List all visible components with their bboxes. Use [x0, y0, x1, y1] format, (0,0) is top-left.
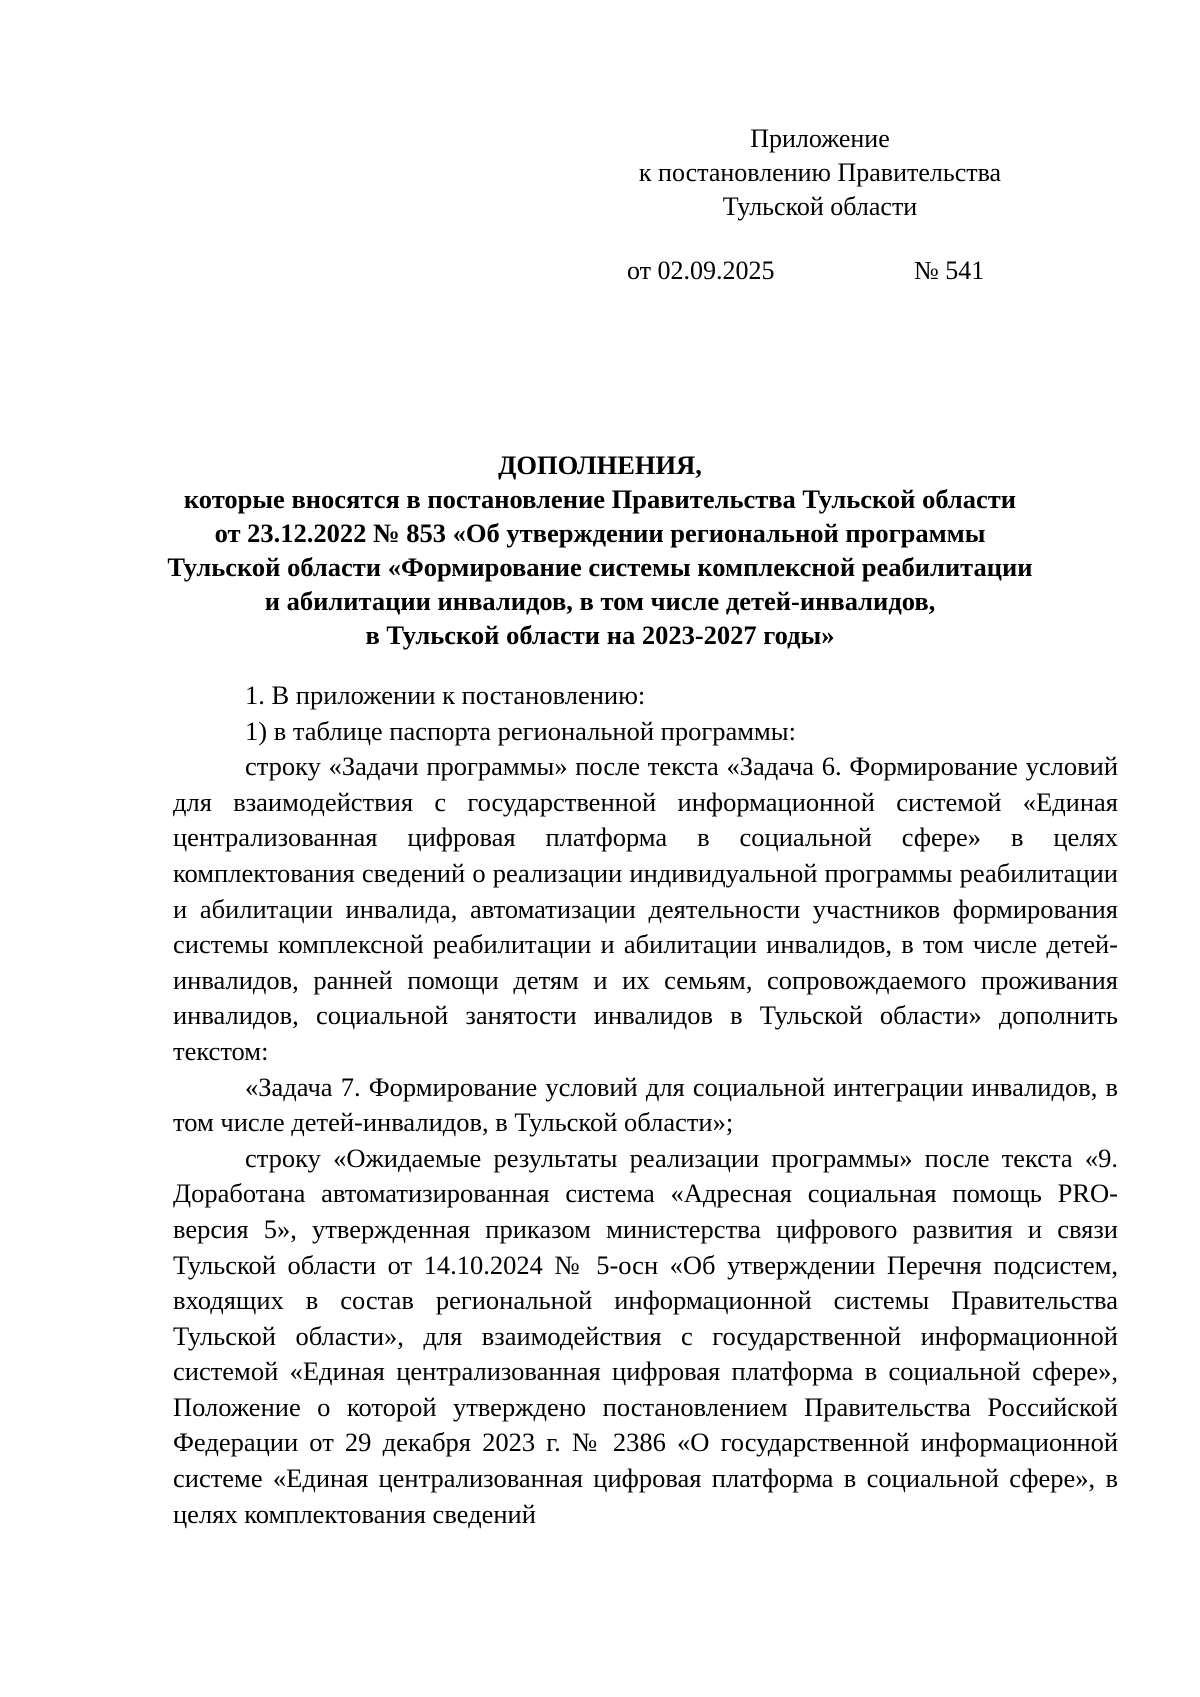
title-line: и абилитации инвалидов, в том числе детей-инвалидов,: [264, 586, 936, 616]
body-paragraph: строку «Задачи программы» после текста «Задача 6. Формирование условий для взаимодействия с государственной информационной системой «Единая централизованная цифровая платформа в социальной сфере» в целях комплектования сведений о реализации индивидуальной программы реабилитации и абилитации инвалида, автоматизации деятельности участников формирования системы комплексной реабилитации и абилитации инвалидов, в том числе детей-инвалидов, ранней помощи детям и их семьям, сопровождаемого проживания инвалидов, социальной занятости инвалидов в Тульской области» дополнить текстом:: [173, 751, 1118, 1066]
appendix-region: Тульской области: [722, 192, 918, 221]
body-paragraph: строку «Ожидаемые результаты реализации программы» после текста «9. Доработана автоматизированная система «Адресная социальная помощь PRO-версия 5», утвержденная приказом министерства цифрового развития и связи Тульской области от 14.10.2024 № 5-осн «Об утверждении Перечня подсистем, входящих в состав региональной информационной системы Правительства Тульской области», для взаимодействия с государственной информационной системой «Единая централизованная цифровая платформа в социальной сфере», Положение о которой утверждено постановлением Правительства Российской Федерации от 29 декабря 2023 г. № 2386 «О государственной информационной системе «Единая централизованная цифровая платформа в социальной сфере», в целях комплектования сведений: [173, 1142, 1118, 1529]
document-number: № 541: [914, 256, 985, 285]
document-date: от 02.09.2025: [627, 256, 775, 285]
title-line: ДОПОЛНЕНИЯ,: [498, 450, 702, 480]
body-paragraph: «Задача 7. Формирование условий для социальной интеграции инвалидов, в том числе детей-инвалидов, в Тульской области»;: [173, 1071, 1118, 1138]
title-line: которые вносятся в постановление Правительства Тульской области: [183, 484, 1017, 514]
appendix-label: Приложение: [750, 124, 890, 153]
body-paragraph: 1) в таблице паспорта региональной программы:: [245, 715, 796, 746]
document-title: [120, 448, 1080, 652]
title-line: Тульской области «Формирование системы комплексной реабилитации: [167, 552, 1033, 582]
body-paragraph: 1. В приложении к постановлению:: [245, 680, 646, 710]
document-body: [173, 678, 1118, 1532]
title-line: от 23.12.2022 № 853 «Об утверждении региональной программы: [214, 518, 986, 548]
appendix-header: [600, 122, 1040, 224]
appendix-reference: к постановлению Правительства: [638, 158, 1002, 187]
title-line: в Тульской области на 2023-2027 годы»: [365, 620, 835, 650]
